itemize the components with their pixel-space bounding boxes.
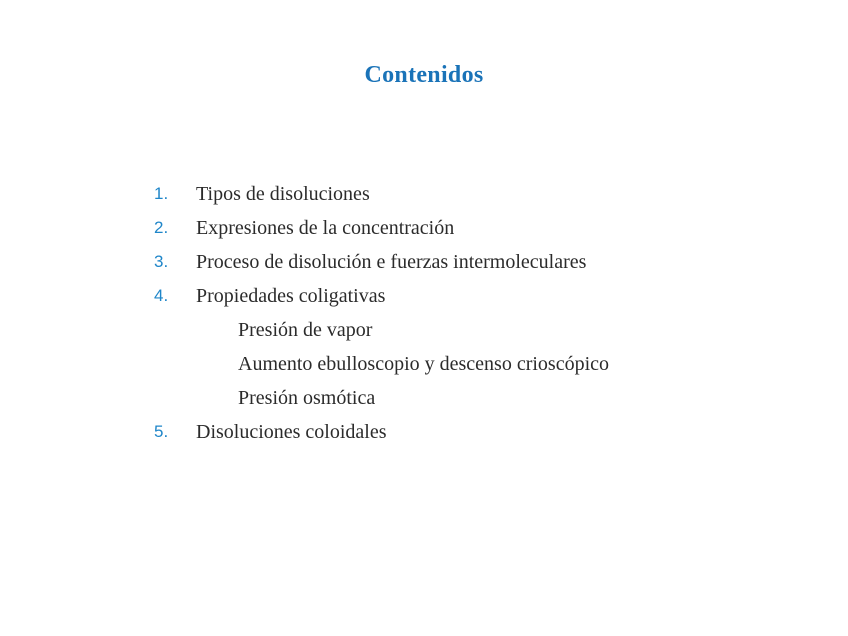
list-item-number: 4. (154, 286, 169, 305)
list-item-text: Presión osmótica (238, 387, 376, 409)
list-item-text: Tipos de disoluciones (196, 183, 370, 205)
list-item-text: Propiedades coligativas (196, 285, 386, 307)
list-item-text: Aumento ebulloscopio y descenso crioscópico (238, 353, 610, 375)
list-item-number: 1. (154, 184, 169, 203)
list-item-text: Presión de vapor (238, 319, 373, 341)
list-item-text: Proceso de disolución e fuerzas intermoleculares (196, 251, 587, 273)
list-item-number: 5. (154, 422, 169, 441)
list-item-text: Disoluciones coloidales (196, 421, 387, 443)
page-title: Contenidos (364, 62, 484, 88)
list-item-number: 3. (154, 252, 169, 271)
list-item-text: Expresiones de la concentración (196, 217, 455, 239)
list-item-number: 2. (154, 218, 169, 237)
